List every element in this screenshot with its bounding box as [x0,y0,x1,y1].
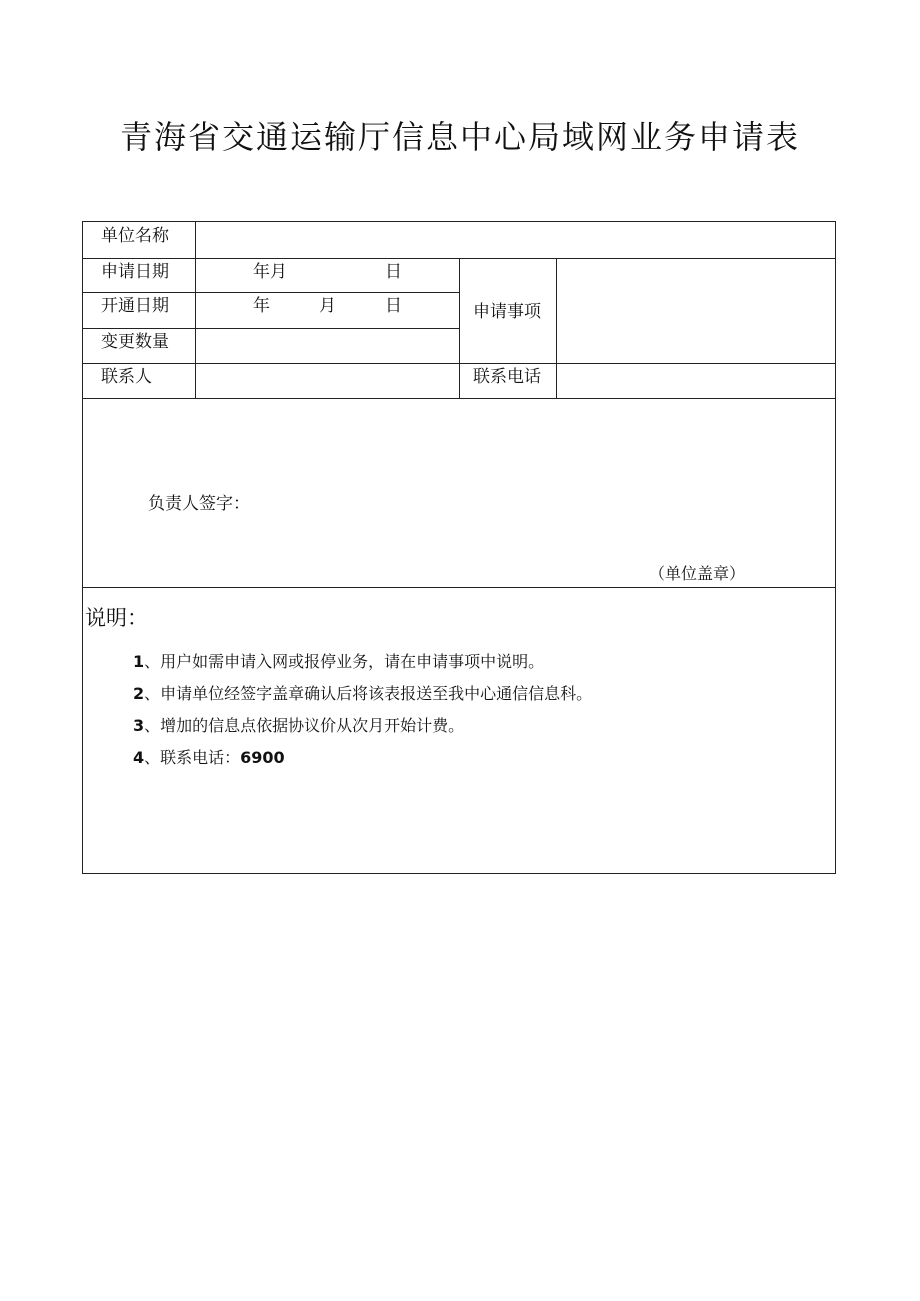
form-title: 青海省交通运输厅信息中心局域网业务申请表 [119,118,800,156]
open-date-label: 开通日期 [101,296,169,316]
request-item-label: 申请事项 [473,302,541,322]
unit-name-label: 单位名称 [101,226,169,246]
grid-line [83,328,459,329]
apply-date-label: 申请日期 [101,262,169,282]
note-number: 2 [133,684,145,703]
note-text: 、用户如需申请入网或报停业务，请在申请事项中说明。 [144,652,545,671]
grid-line [459,258,460,398]
grid-line [195,222,196,398]
seal-label: （单位盖章） [649,564,746,583]
signature-label: 负责人签字： [148,494,250,514]
note-text: 、增加的信息点依据协议价从次月开始计费。 [144,716,465,735]
application-form [82,221,836,874]
note-item [133,649,544,672]
contact-label: 联系人 [101,367,152,387]
grid-line [556,258,557,398]
open-date-year[interactable]: 年 [253,296,270,316]
change-qty-label: 变更数量 [101,332,169,352]
note-item [133,713,464,736]
apply-date-year-month[interactable]: 年月 [253,262,287,282]
note-text: 、联系电话： [144,748,241,767]
note-text: 、申请单位经签字盖章确认后将该表报送至我中心通信信息科。 [144,684,593,703]
grid-line [83,587,835,588]
note-item [133,681,592,704]
grid-line [83,292,459,293]
apply-date-day[interactable]: 日 [385,262,402,282]
phone-label: 联系电话 [473,367,541,387]
note-number: 1 [133,652,145,671]
grid-line [83,398,835,399]
contact-phone-number: 6900 [240,748,285,767]
note-item [133,745,285,768]
open-date-day[interactable]: 日 [385,296,402,316]
open-date-month[interactable]: 月 [319,296,336,316]
note-number: 4 [133,748,145,767]
note-number: 3 [133,716,145,735]
notes-title: 说明： [85,606,148,630]
